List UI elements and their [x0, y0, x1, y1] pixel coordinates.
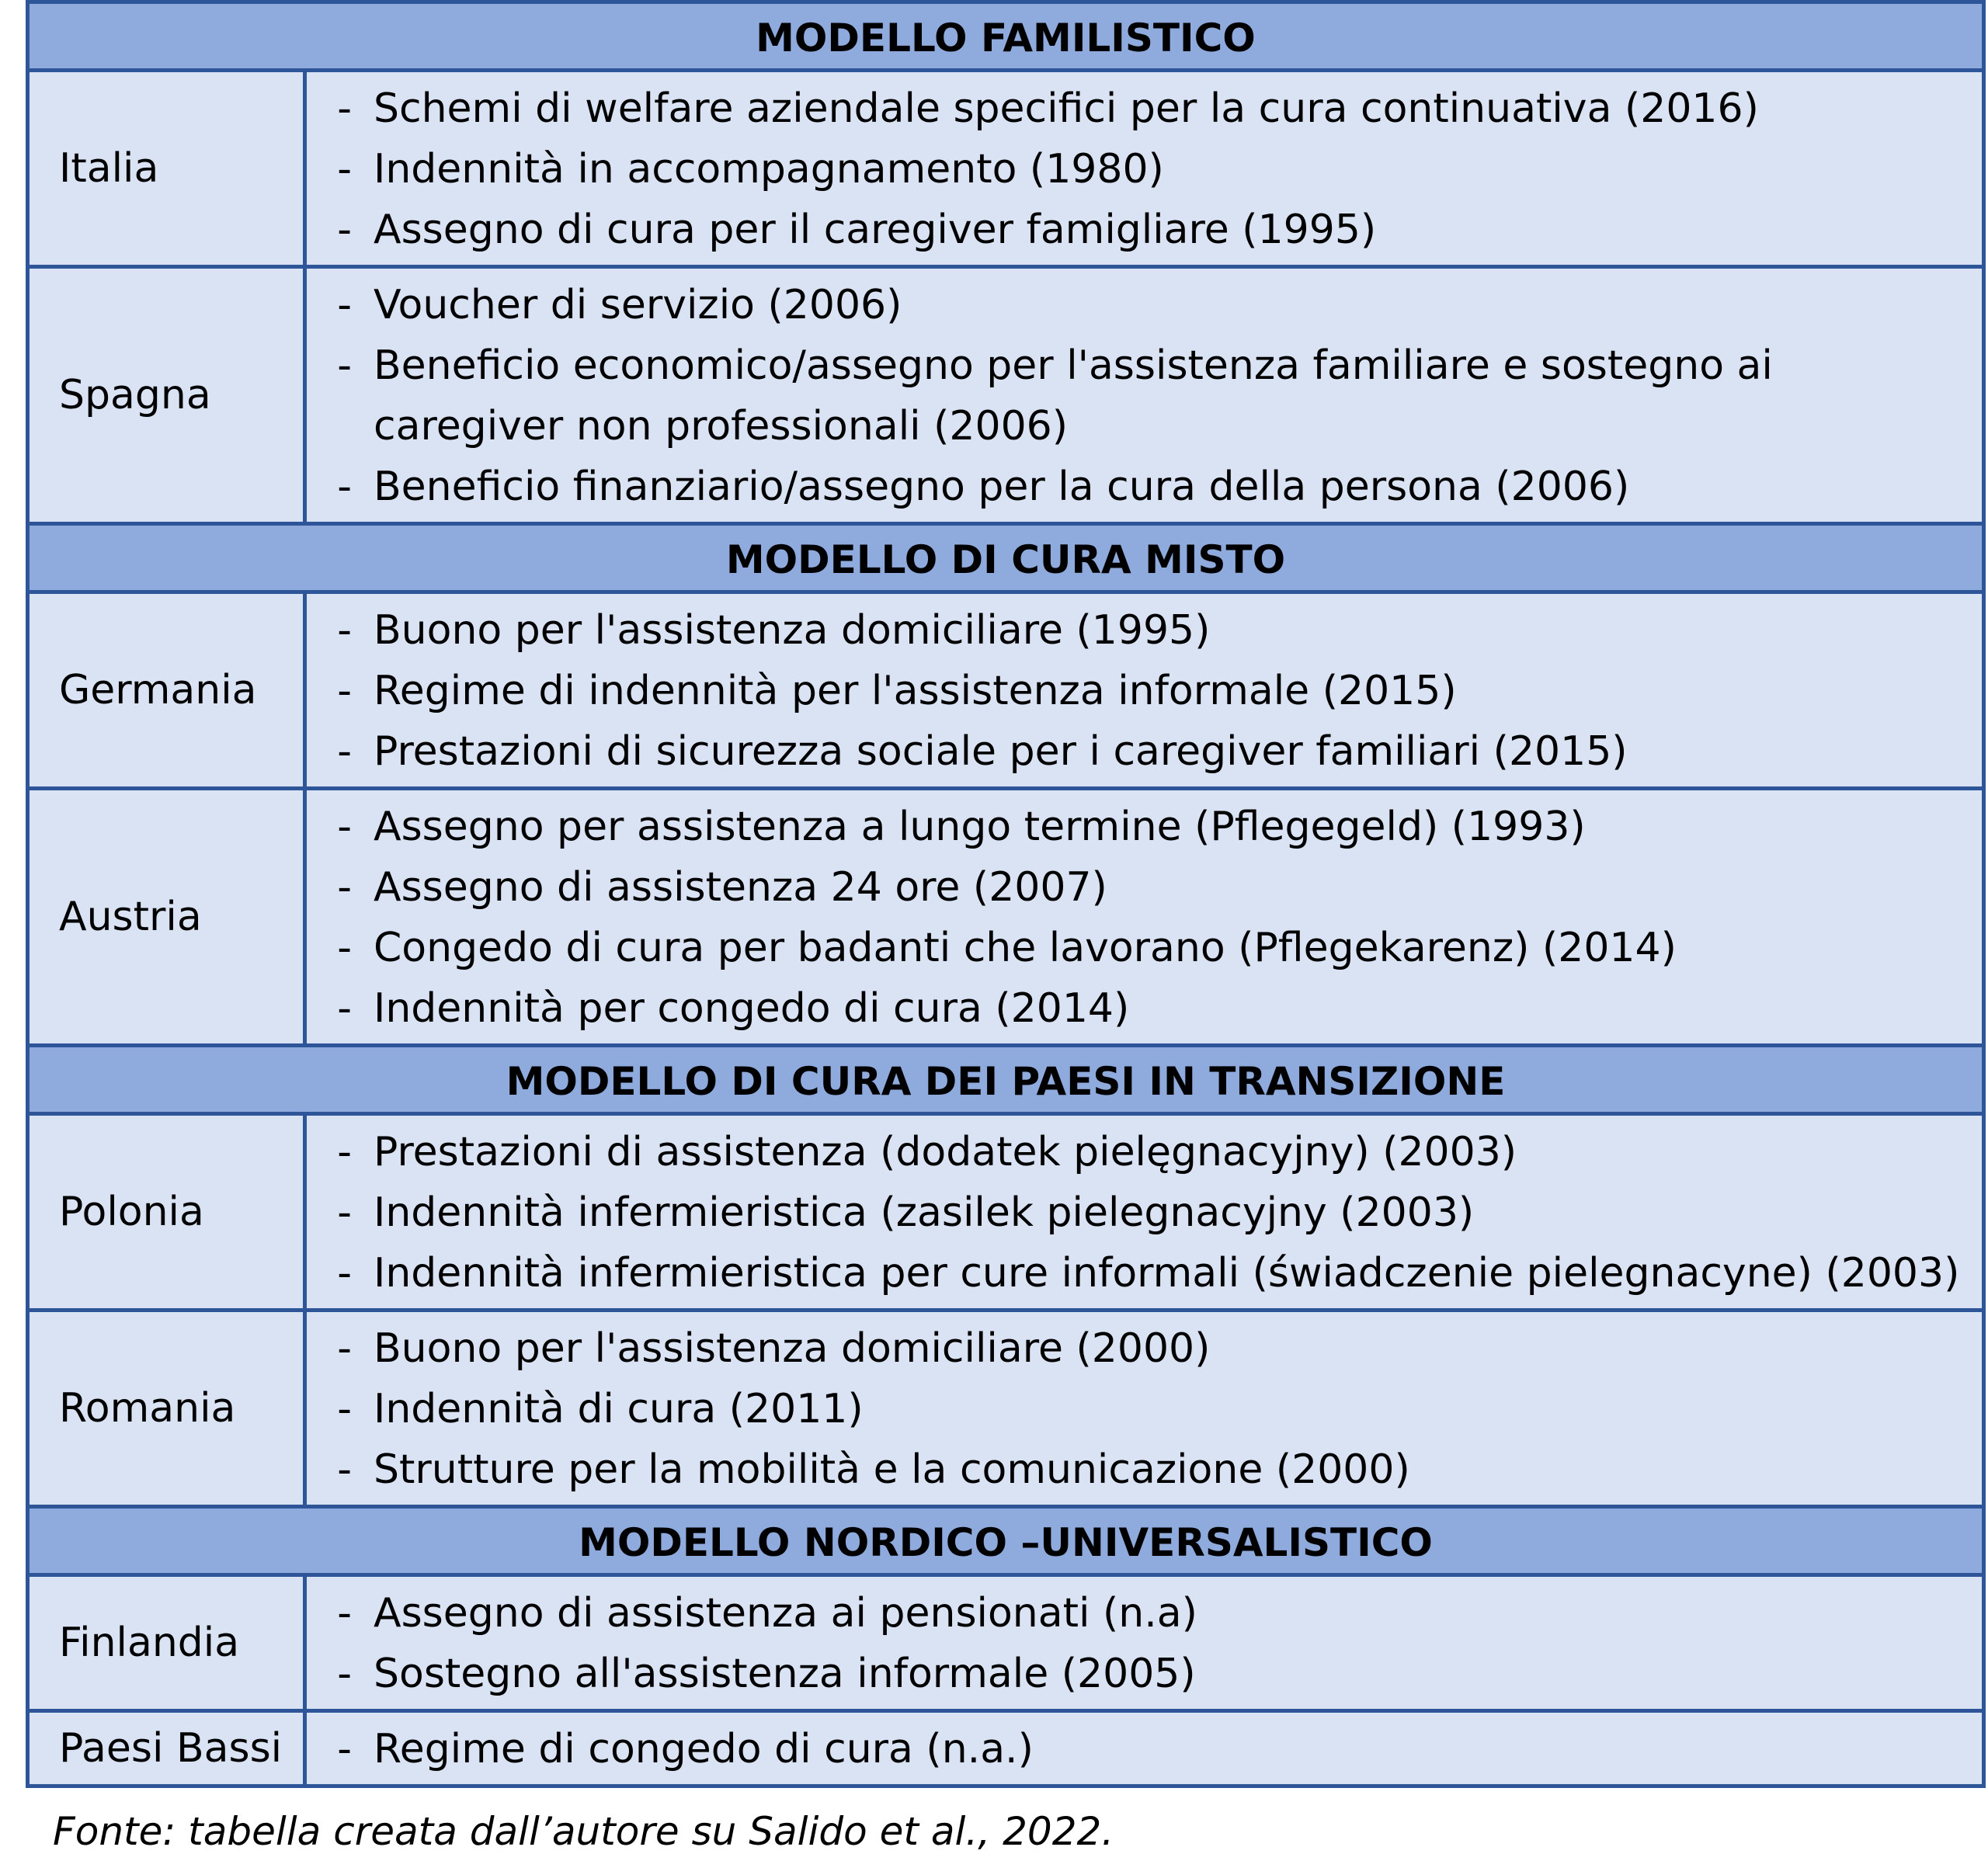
measure-text: Beneficio finanziario/assegno per la cura della persona (2006) [374, 464, 1630, 510]
care-policy-table [26, 0, 1986, 1788]
measure-text: Congedo di cura per badanti che lavorano (Pflegekarenz) (2014) [374, 925, 1677, 971]
list-item [307, 1182, 1982, 1243]
table-row [30, 269, 1982, 526]
bullet-dash: - [337, 804, 352, 850]
measure-text: Assegno di assistenza 24 ore (2007) [374, 864, 1107, 911]
list-item [307, 139, 1982, 200]
bullet-dash: - [337, 1325, 352, 1372]
table-row [30, 1577, 1982, 1713]
bullet-dash: - [337, 985, 352, 1032]
bullet-dash: - [337, 607, 352, 654]
measure-text: Beneficio economico/assegno per l'assistenza familiare e sostegno ai caregiver non professionali (2006) [374, 342, 1773, 450]
measure-text: Schemi di welfare aziendale specifici per la cura continuativa (2016) [374, 85, 1759, 132]
list-item [307, 600, 1982, 661]
country-cell: Italia [30, 72, 307, 265]
measures-cell [307, 1116, 1982, 1308]
list-item [307, 918, 1982, 978]
bullet-dash: - [337, 925, 352, 971]
measure-text: Strutture per la mobilità e la comunicazione (2000) [374, 1446, 1410, 1493]
measures-cell [307, 72, 1982, 265]
country-cell: Spagna [30, 269, 307, 522]
measure-text: Buono per l'assistenza domiciliare (2000) [374, 1325, 1211, 1372]
measure-text: Prestazioni di sicurezza sociale per i caregiver familiari (2015) [374, 728, 1628, 775]
measures-cell [307, 1713, 1982, 1784]
measure-text: Indennità per congedo di cura (2014) [374, 985, 1130, 1032]
country-cell: Austria [30, 790, 307, 1043]
list-item [307, 661, 1982, 721]
list-item [307, 1583, 1982, 1644]
bullet-dash: - [337, 342, 352, 389]
bullet-dash: - [337, 728, 352, 775]
table-caption: Fonte: tabella creata dall’autore su Salido et al., 2022. [53, 1809, 1114, 1854]
list-item [307, 275, 1982, 335]
country-cell: Finlandia [30, 1577, 307, 1709]
measure-text: Buono per l'assistenza domiciliare (1995) [374, 607, 1211, 654]
table-row [30, 1116, 1982, 1312]
measures-cell [307, 790, 1982, 1043]
table-row [30, 594, 1982, 790]
table-row [30, 72, 1982, 269]
section-header: MODELLO DI CURA DEI PAESI IN TRANSIZIONE [30, 1047, 1982, 1116]
bullet-dash: - [337, 1726, 352, 1772]
bullet-dash: - [337, 146, 352, 193]
bullet-dash: - [337, 1590, 352, 1637]
bullet-dash: - [337, 668, 352, 714]
list-item [307, 721, 1982, 782]
measures-cell [307, 1577, 1982, 1709]
bullet-dash: - [337, 864, 352, 911]
list-item [307, 1439, 1982, 1500]
measure-text: Assegno di assistenza ai pensionati (n.a) [374, 1590, 1197, 1637]
measure-text: Indennità infermieristica (zasilek pielegnacyjny (2003) [374, 1189, 1475, 1236]
bullet-dash: - [337, 207, 352, 253]
bullet-dash: - [337, 1651, 352, 1697]
measures-cell [307, 269, 1982, 522]
bullet-dash: - [337, 1129, 352, 1175]
table-row [30, 1312, 1982, 1509]
measure-text: Voucher di servizio (2006) [374, 282, 902, 328]
country-cell: Germania [30, 594, 307, 786]
table-row [30, 790, 1982, 1047]
measure-text: Assegno per assistenza a lungo termine (Pflegegeld) (1993) [374, 804, 1586, 850]
measure-text: Indennità di cura (2011) [374, 1386, 864, 1432]
list-item [307, 78, 1982, 139]
measure-text: Regime di congedo di cura (n.a.) [374, 1726, 1034, 1772]
bullet-dash: - [337, 464, 352, 510]
list-item [307, 1243, 1982, 1304]
measure-text: Indennità infermieristica per cure informali (świadczenie pielegnacyne) (2003) [374, 1250, 1960, 1297]
list-item [307, 857, 1982, 918]
section-header: MODELLO FAMILISTICO [30, 4, 1982, 72]
measures-cell [307, 594, 1982, 786]
measure-text: Indennità in accompagnamento (1980) [374, 146, 1164, 193]
list-item [307, 1379, 1982, 1439]
list-item [307, 1719, 1982, 1779]
measures-cell [307, 1312, 1982, 1505]
list-item [307, 1644, 1982, 1704]
bullet-dash: - [337, 1386, 352, 1432]
measure-text: Assegno di cura per il caregiver famigliare (1995) [374, 207, 1377, 253]
list-item [307, 1318, 1982, 1379]
list-item [307, 335, 1982, 457]
measure-text: Regime di indennità per l'assistenza informale (2015) [374, 668, 1457, 714]
list-item [307, 797, 1982, 857]
measure-text: Prestazioni di assistenza (dodatek pielęgnacyjny) (2003) [374, 1129, 1517, 1175]
table-row [30, 1713, 1982, 1784]
bullet-dash: - [337, 282, 352, 328]
list-item [307, 200, 1982, 260]
bullet-dash: - [337, 1446, 352, 1493]
country-cell: Polonia [30, 1116, 307, 1308]
list-item [307, 1122, 1982, 1182]
list-item [307, 457, 1982, 517]
section-header: MODELLO DI CURA MISTO [30, 526, 1982, 594]
section-header: MODELLO NORDICO –UNIVERSALISTICO [30, 1509, 1982, 1577]
bullet-dash: - [337, 85, 352, 132]
measure-text: Sostegno all'assistenza informale (2005) [374, 1651, 1196, 1697]
bullet-dash: - [337, 1250, 352, 1297]
country-cell: Romania [30, 1312, 307, 1505]
list-item [307, 978, 1982, 1039]
country-cell: Paesi Bassi [30, 1713, 307, 1784]
bullet-dash: - [337, 1189, 352, 1236]
